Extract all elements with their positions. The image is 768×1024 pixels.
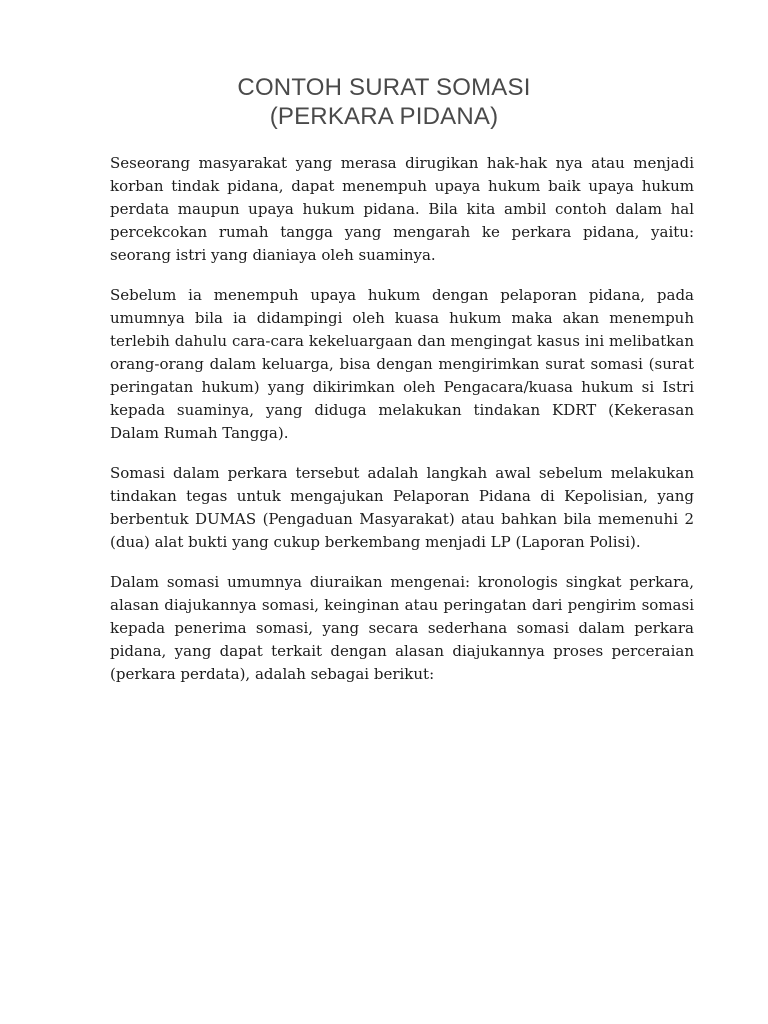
paragraph-2: Sebelum ia menempuh upaya hukum dengan pelaporan pidana, pada umumnya bila ia didampingi oleh kuasa hukum maka akan menempuh terlebih dahulu cara-cara kekeluargaan dan mengingat kasus ini melibatkan orang-orang dalam keluarga, bisa dengan mengirimkan surat somasi (surat peringatan hukum) yang dikirimkan oleh Pengacara/kuasa hukum si Istri kepada suaminya, yang diduga melakukan tindakan KDRT (Kekerasan Dalam Rumah Tangga). <box>110 286 694 442</box>
paragraph-1: Seseorang masyarakat yang merasa dirugikan hak-hak nya atau menjadi korban tindak pidana, dapat menempuh upaya hukum baik upaya hukum perdata maupun upaya hukum pidana. Bila kita ambil contoh dalam hal percekcokan rumah tangga yang mengarah ke perkara pidana, yaitu: seorang istri yang dianiaya oleh suaminya. <box>110 154 694 264</box>
paragraph-4: Dalam somasi umumnya diuraikan mengenai: kronologis singkat perkara, alasan diajukannya somasi, keinginan atau peringatan dari pengirim somasi kepada penerima somasi, yang secara sederhana somasi dalam perkara pidana, yang dapat terkait dengan alasan diajukannya proses perceraian (perkara perdata), adalah sebagai berikut: <box>110 573 694 683</box>
document-title-line-1: CONTOH SURAT SOMASI <box>237 74 531 101</box>
document-body <box>110 152 694 703</box>
paragraph-3: Somasi dalam perkara tersebut adalah langkah awal sebelum melakukan tindakan tegas untuk mengajukan Pelaporan Pidana di Kepolisian, yang berbentuk DUMAS (Pengaduan Masyarakat) atau bahkan bila memenuhi 2 (dua) alat bukti yang cukup berkembang menjadi LP (Laporan Polisi). <box>110 464 694 551</box>
document-title-line-2: (PERKARA PIDANA) <box>269 103 499 130</box>
